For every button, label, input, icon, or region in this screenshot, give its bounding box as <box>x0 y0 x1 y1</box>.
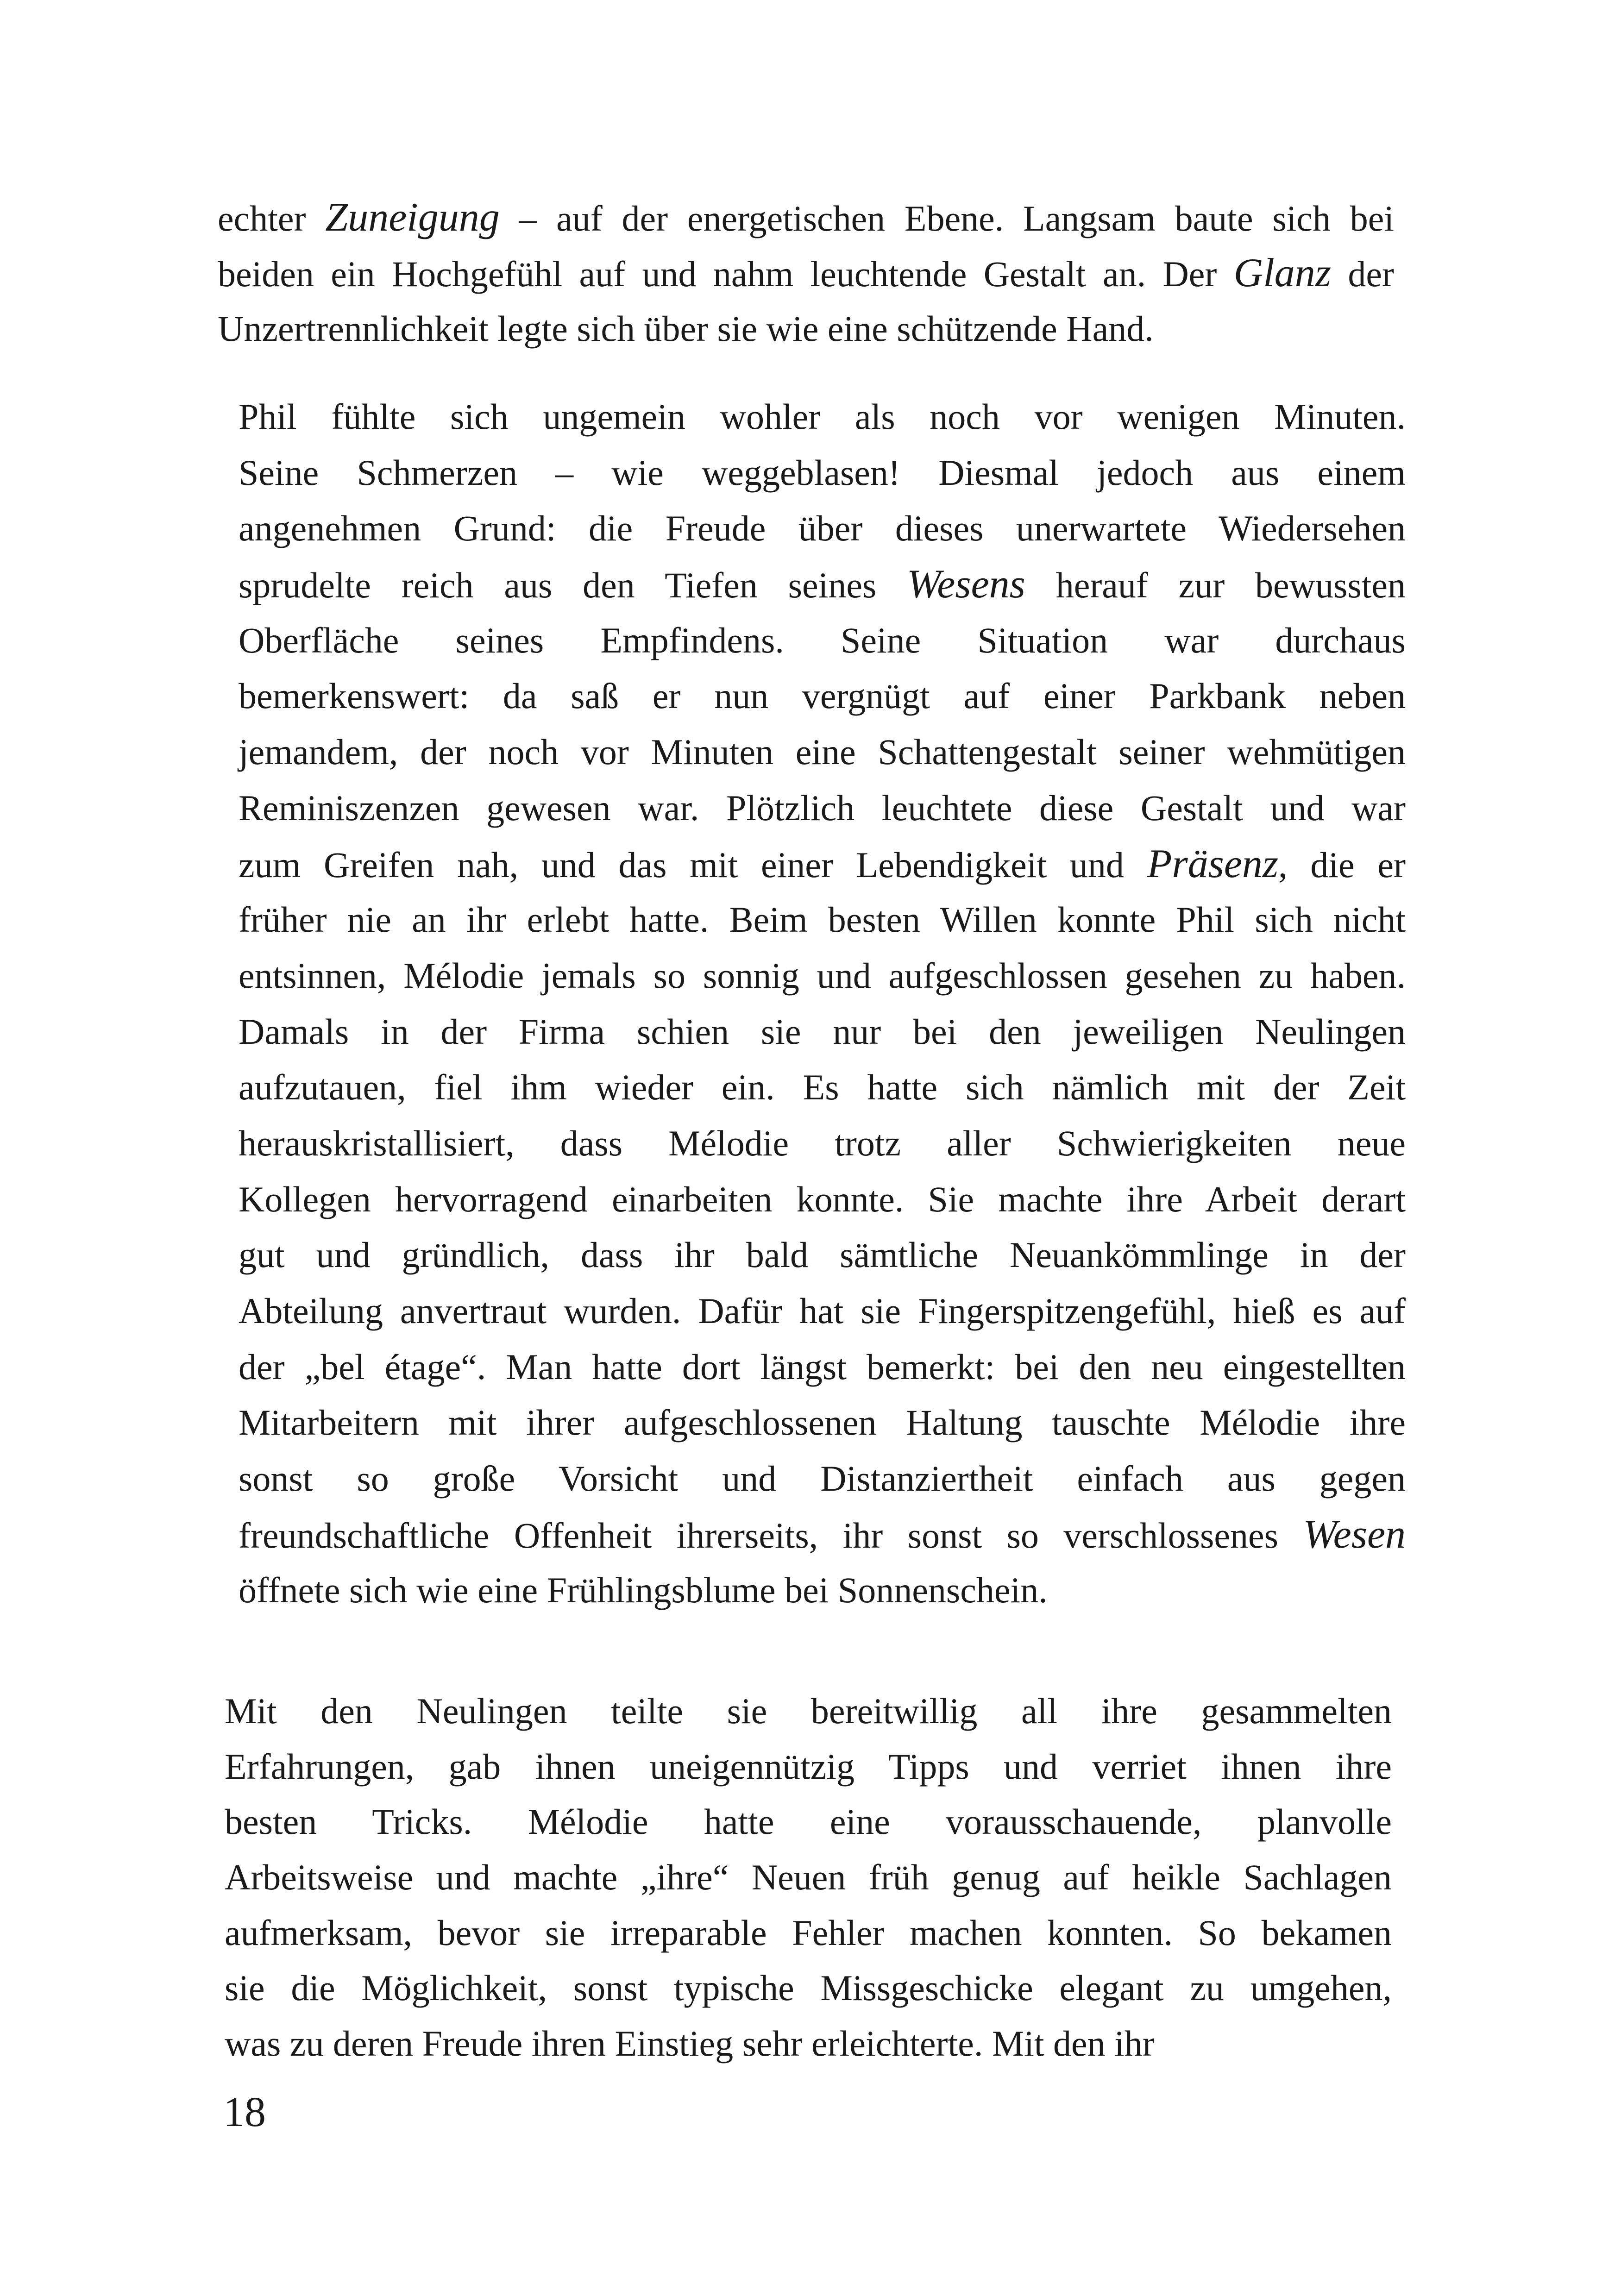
text-line: Arbeitsweise und machte „ihre“ Neuen früh genug auf heikle Sachlagen <box>225 1857 1392 1898</box>
italic-term: Glanz <box>1233 251 1332 295</box>
text-line: Erfahrungen, gab ihnen uneigennützig Tipps und verriet ihnen ihre <box>225 1746 1392 1787</box>
text-line: früher nie an ihr erlebt hatte. Beim besten Willen konnte Phil sich nicht <box>239 899 1406 940</box>
italic-term: Zuneigung <box>325 195 500 240</box>
paragraph-2 <box>239 389 1406 1618</box>
italic-term: Wesens <box>907 562 1025 607</box>
text-line: Abteilung anvertraut wurden. Dafür hat sie Fingerspitzengefühl, hieß es auf <box>239 1291 1406 1331</box>
text-line: Unzertrennlichkeit legte sich über sie wie eine schützende Hand. <box>218 308 1154 349</box>
paragraph-3 <box>225 1683 1392 2071</box>
italic-term: Präsenz <box>1147 841 1279 886</box>
text-line: beiden ein Hochgefühl auf und nahm leuchtende Gestalt an. Der Glanz der <box>218 251 1394 295</box>
text-line: Reminiszenzen gewesen war. Plötzlich leuchtete diese Gestalt und war <box>239 787 1406 828</box>
text-line: sonst so große Vorsicht und Distanziertheit einfach aus gegen <box>239 1458 1406 1499</box>
text-line: Kollegen hervorragend einarbeiten konnte. Sie machte ihre Arbeit derart <box>239 1179 1406 1219</box>
text-line: gut und gründlich, dass ihr bald sämtliche Neuankömmlinge in der <box>239 1235 1406 1275</box>
text-line: Mitarbeitern mit ihrer aufgeschlossenen Haltung tauschte Mélodie ihre <box>239 1402 1406 1443</box>
text-line: der „bel étage“. Man hatte dort längst bemerkt: bei den neu eingestellten <box>239 1346 1406 1387</box>
text-line: echter Zuneigung – auf der energetischen Ebene. Langsam baute sich bei <box>218 195 1394 240</box>
italic-term: Wesen <box>1303 1512 1406 1557</box>
text-line: Mit den Neulingen teilte sie bereitwillig all ihre gesammelten <box>225 1691 1392 1731</box>
text-line: herauskristallisiert, dass Mélodie trotz aller Schwierigkeiten neue <box>239 1123 1406 1163</box>
text-line: was zu deren Freude ihren Einstieg sehr erleichterte. Mit den ihr <box>225 2023 1155 2064</box>
paragraph-1 <box>218 190 1394 357</box>
text-line: freundschaftliche Offenheit ihrerseits, ihr sonst so verschlossenes Wesen <box>239 1512 1406 1557</box>
text-line: Oberfläche seines Empfindens. Seine Situation war durchaus <box>239 620 1406 660</box>
text-line: aufmerksam, bevor sie irreparable Fehler machen konnten. So bekamen <box>225 1912 1392 1953</box>
text-line: öffnete sich wie eine Frühlingsblume bei Sonnenschein. <box>239 1570 1048 1611</box>
text-line: besten Tricks. Mélodie hatte eine vorausschauende, planvolle <box>225 1801 1392 1842</box>
text-line: entsinnen, Mélodie jemals so sonnig und aufgeschlossen gesehen zu haben. <box>239 955 1406 996</box>
text-line: angenehmen Grund: die Freude über dieses unerwartete Wiedersehen <box>239 508 1406 549</box>
text-line: jemandem, der noch vor Minuten eine Schattengestalt seiner wehmütigen <box>239 732 1406 772</box>
text-line: sprudelte reich aus den Tiefen seines Wesens herauf zur bewussten <box>239 562 1406 607</box>
text-line: Seine Schmerzen – wie weggeblasen! Diesmal jedoch aus einem <box>239 452 1406 493</box>
page-number: 18 <box>223 2088 266 2135</box>
text-line: zum Greifen nah, und das mit einer Lebendigkeit und Präsenz, die er <box>239 841 1406 886</box>
text-line: bemerkenswert: da saß er nun vergnügt auf einer Parkbank neben <box>239 676 1406 716</box>
text-line: Damals in der Firma schien sie nur bei den jeweiligen Neulingen <box>239 1011 1406 1052</box>
text-line: aufzutauen, fiel ihm wieder ein. Es hatte sich nämlich mit der Zeit <box>239 1067 1406 1108</box>
text-line: Phil fühlte sich ungemein wohler als noch vor wenigen Minuten. <box>239 396 1406 437</box>
text-line: sie die Möglichkeit, sonst typische Missgeschicke elegant zu umgehen, <box>225 1968 1392 2008</box>
